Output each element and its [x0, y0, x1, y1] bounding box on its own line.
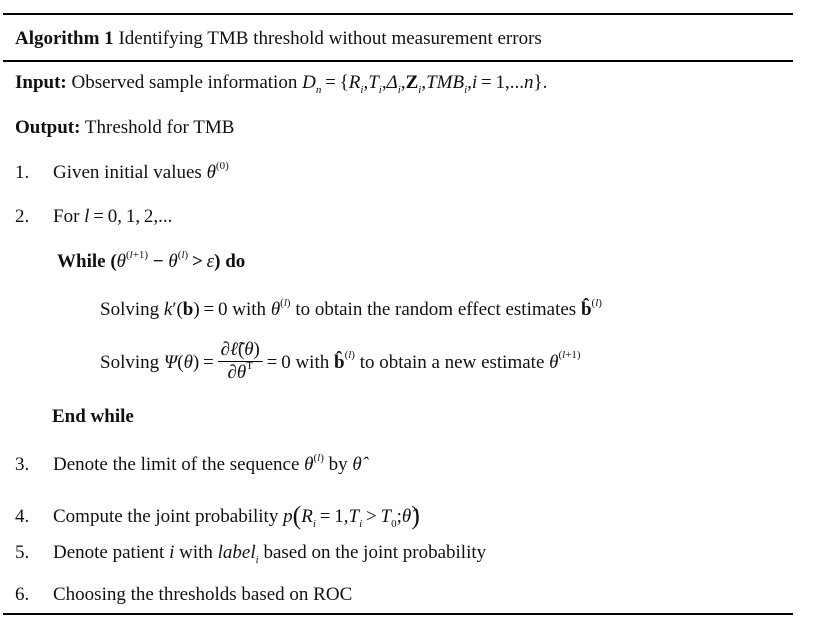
step-5 — [15, 542, 487, 566]
step-text: Denote patient i with label$_i$ based on the joint probability — [53, 542, 487, 566]
while-line — [57, 248, 246, 272]
solving-text: Solving Ψ(θ) = $\frac{\text{∂ℓ̃(θ)}}{\partial\theta^T}$ = 0 with b̂$^{(l)}$ to obtain a new estimate $\theta^{(l+1)}$ — [100, 339, 581, 383]
step-4 — [15, 501, 420, 530]
step-number: 3. — [15, 454, 30, 475]
input-line — [15, 72, 548, 96]
header-rule — [3, 60, 793, 62]
input-label: Input: — [15, 72, 67, 93]
while-keyword: While — [57, 251, 106, 272]
algorithm-title: Identifying TMB threshold without measurement errors — [118, 28, 542, 49]
step-6 — [15, 585, 352, 604]
end-while-line: End while — [52, 406, 134, 427]
input-math: $D_n = \{R_i,T_i,\Delta_i,Z_i,TMB_i,i = 1,...n\}$. — [302, 72, 548, 96]
while-condition: $(\theta^{(l+1)} - \theta^{(l)} > \varepsilon)$ — [110, 248, 221, 272]
algorithm-label: Algorithm 1 — [15, 28, 114, 49]
algorithm-header — [15, 29, 542, 48]
do-keyword: do — [225, 251, 246, 272]
step-text: Given initial values $\theta^{(0)}$ — [53, 159, 229, 183]
output-line — [15, 118, 234, 137]
bottom-rule — [3, 613, 793, 615]
output-text: Threshold for TMB — [84, 117, 235, 138]
step-2 — [15, 207, 172, 226]
derivative-fraction: $\frac{\text{∂ℓ̃(θ)}}{\partial\theta^T}$ — [218, 340, 263, 383]
step-number: 2. — [15, 206, 30, 227]
step-text: Denote the limit of the sequence $\theta^{(l)}$ by θ̂ — [53, 451, 362, 475]
solving-line-2 — [100, 339, 581, 385]
output-label: Output: — [15, 117, 81, 138]
step-text: Compute the joint probability $p(R_i = 1,T_i$ > $T_0;\thetâ$) — [53, 501, 420, 530]
step-number: 1. — [15, 162, 30, 183]
step-text: Choosing the thresholds based on ROC — [53, 584, 353, 605]
step-number: 6. — [15, 584, 30, 605]
top-rule — [3, 13, 793, 15]
step-text: For l = 0, 1, 2,... — [53, 206, 173, 227]
step-number: 5. — [15, 542, 30, 563]
solving-line-1 — [100, 296, 602, 320]
step-1 — [15, 159, 229, 183]
step-number: 4. — [15, 506, 30, 527]
step-3 — [15, 451, 362, 475]
solving-text: Solving k′(b) = 0 with $\theta^{(l)}$ to obtain the random effect estimates b̂$^{(l)}$ — [100, 296, 602, 320]
input-text: Observed sample information — [71, 72, 298, 93]
